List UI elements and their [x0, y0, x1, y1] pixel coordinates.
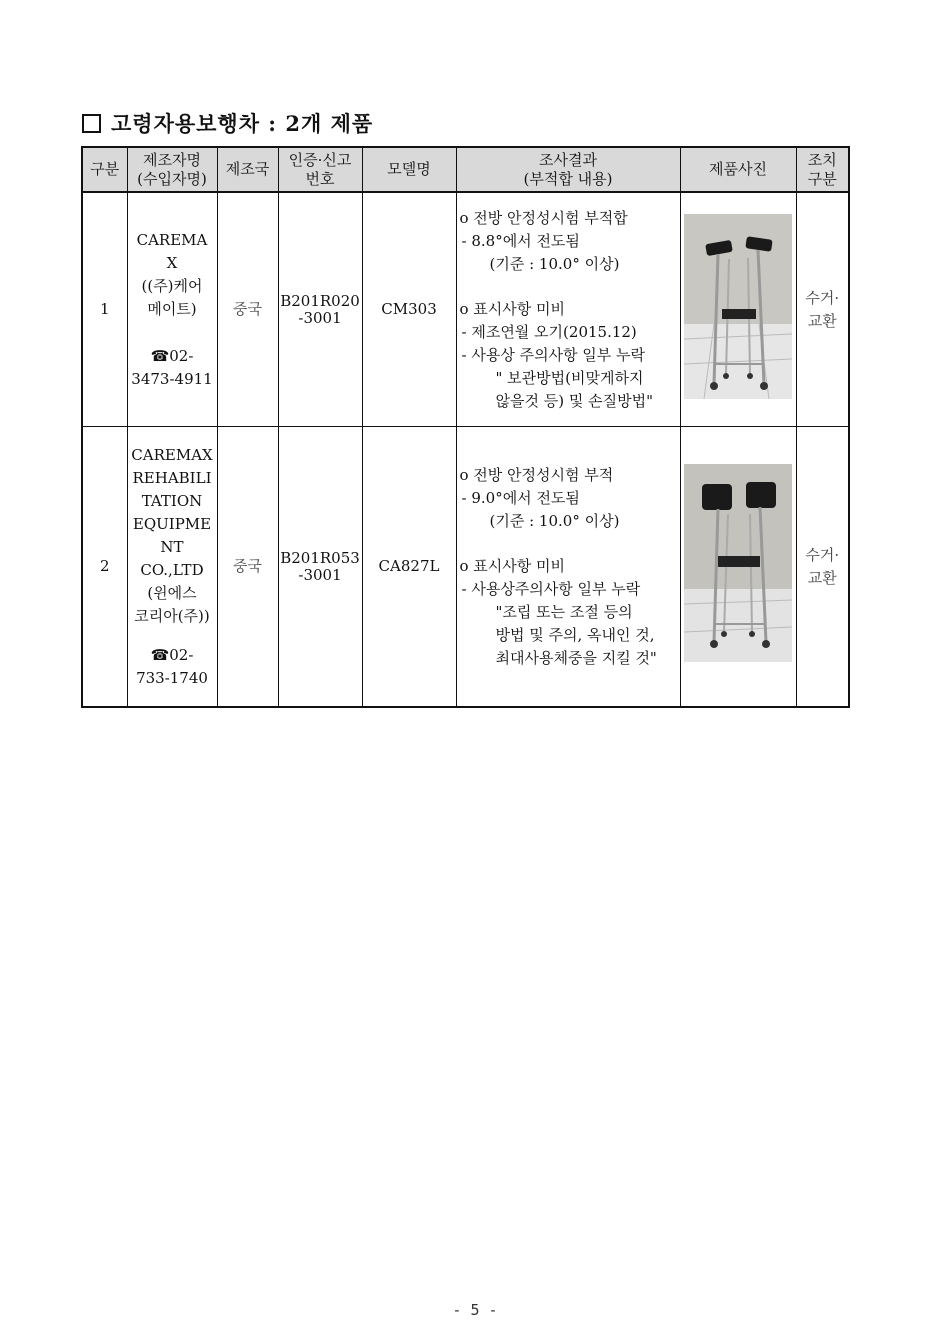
result-quote: 않을것 등) 및 손질방법" — [495, 391, 653, 410]
row-cert: B201R020 -3001 — [278, 192, 362, 427]
table-row — [82, 192, 849, 427]
page-number: - 5 - — [452, 1301, 498, 1319]
row-model: CM303 — [362, 192, 456, 427]
result-quote: 최대사용체중을 지킬 것" — [495, 648, 657, 667]
result-quote: "조립 또는 조절 등의 — [495, 602, 633, 621]
result-sub: - 사용상주의사항 일부 누락 — [461, 579, 641, 598]
row-action: 수거· 교환 — [796, 192, 849, 427]
row-result — [456, 192, 680, 427]
header-maker: 제조자명 (수입자명) — [127, 147, 217, 192]
row-cert: B201R053 -3001 — [278, 427, 362, 708]
header-no: 구분 — [82, 147, 127, 192]
section-title — [82, 108, 373, 138]
row-action: 수거· 교환 — [796, 427, 849, 708]
header-action: 조치 구분 — [796, 147, 849, 192]
checkbox-square-icon — [82, 114, 101, 133]
header-photo: 제품사진 — [680, 147, 796, 192]
result-quote: 방법 및 주의, 옥내인 것, — [495, 625, 655, 644]
result-sub: - 8.8°에서 전도됨 — [461, 231, 580, 250]
row-no: 2 — [82, 427, 127, 708]
header-result: 조사결과 (부적합 내용) — [456, 147, 680, 192]
result-bullet: o 표시사항 미비 — [459, 556, 566, 575]
header-model: 모델명 — [362, 147, 456, 192]
result-note: (기준 : 10.0° 이상) — [489, 254, 620, 273]
header-country: 제조국 — [217, 147, 278, 192]
table-header-row — [82, 147, 849, 192]
result-bullet: o 전방 안정성시험 부적합 — [459, 208, 628, 227]
row-model: CA827L — [362, 427, 456, 708]
row-photo — [680, 192, 796, 427]
row-maker: CAREMAX REHABILI TATION EQUIPME NT CO.,LTD (윈에스 코리아(주)) ☎02- 733-1740 — [127, 427, 217, 708]
result-sub: - 9.0°에서 전도됨 — [461, 488, 580, 507]
phone-number: ☎02- 3473-4911 — [131, 346, 213, 388]
row-maker: CAREMA X ((주)케어 메이트) ☎02- 3473-4911 — [127, 192, 217, 427]
result-bullet: o 전방 안정성시험 부적 — [459, 465, 614, 484]
walker-photo-icon — [684, 464, 792, 662]
phone-number: ☎02- 733-1740 — [136, 645, 208, 687]
result-quote: " 보관방법(비맞게하지 — [495, 368, 644, 387]
result-sub: - 사용상 주의사항 일부 누락 — [461, 345, 646, 364]
table-row — [82, 427, 849, 708]
result-bullet: o 표시사항 미비 — [459, 299, 566, 318]
row-result — [456, 427, 680, 708]
result-note: (기준 : 10.0° 이상) — [489, 511, 620, 530]
header-cert: 인증·신고 번호 — [278, 147, 362, 192]
row-no: 1 — [82, 192, 127, 427]
product-table — [81, 146, 850, 708]
walker-photo-icon — [684, 214, 792, 399]
row-photo — [680, 427, 796, 708]
row-country: 중국 — [217, 427, 278, 708]
section-title-text: 고령자용보행차 : 2개 제품 — [111, 111, 374, 136]
row-country: 중국 — [217, 192, 278, 427]
result-sub: - 제조연월 오기(2015.12) — [461, 322, 637, 341]
